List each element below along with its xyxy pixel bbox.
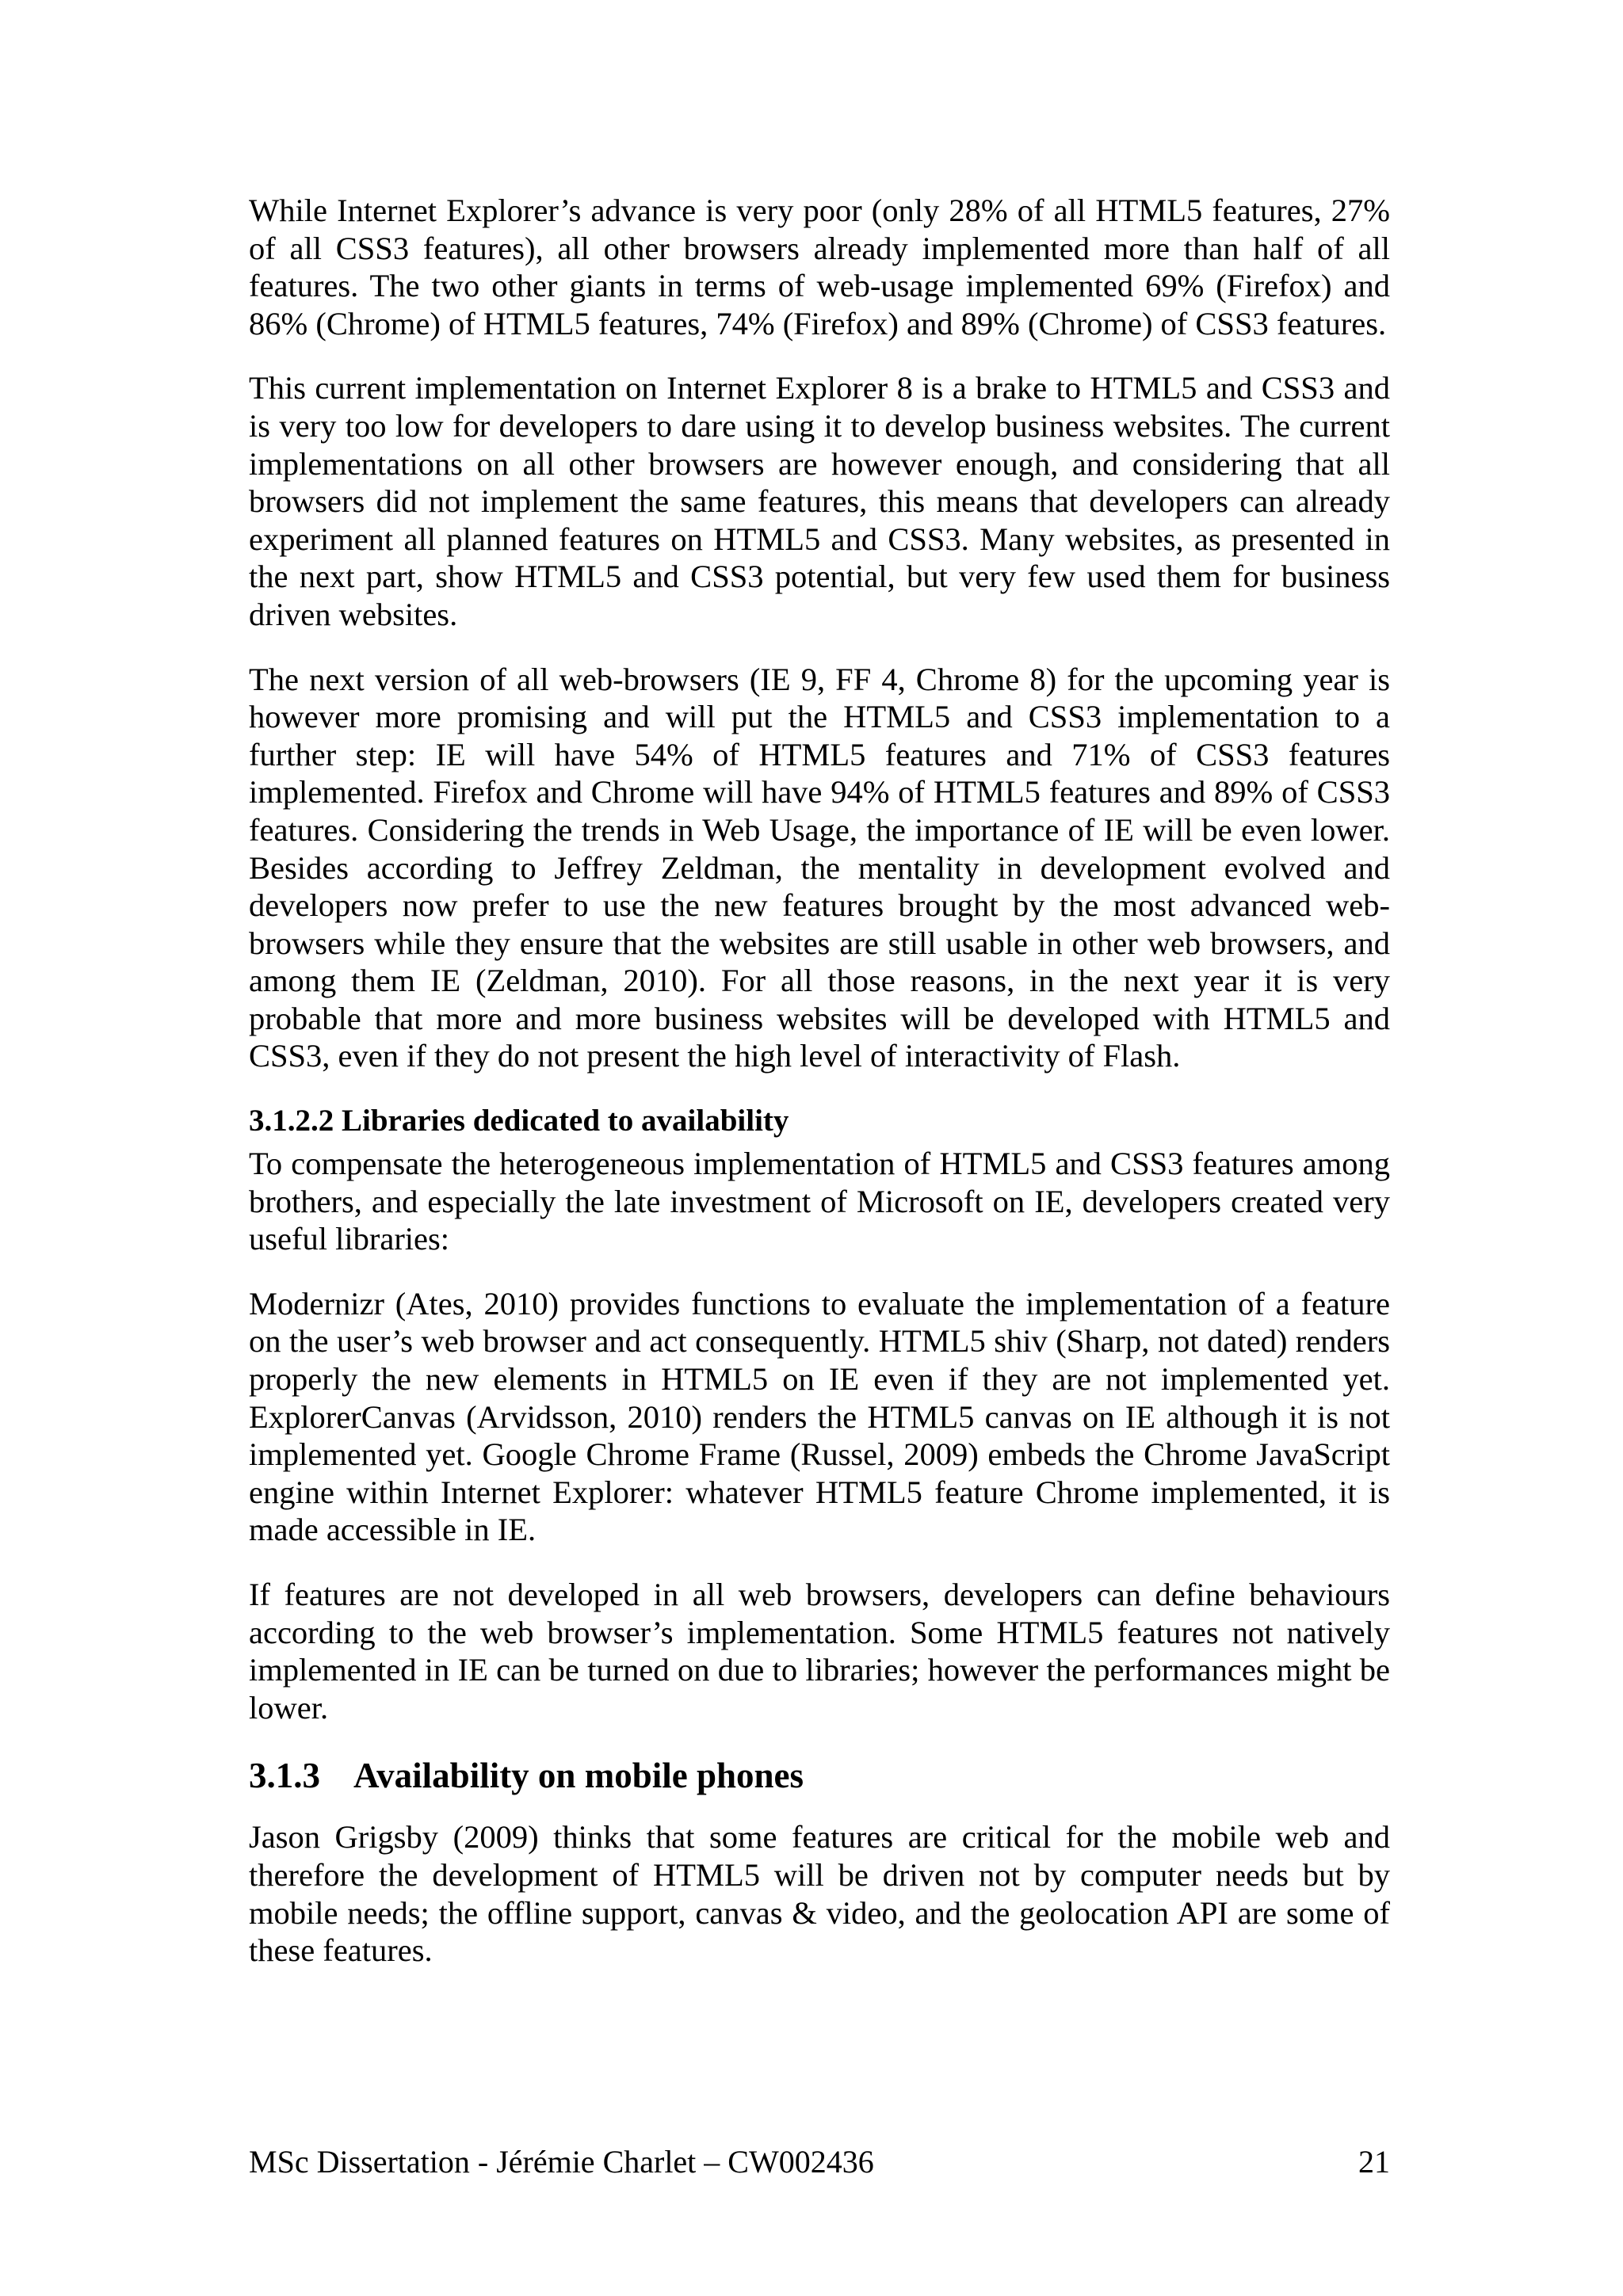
paragraph-next-version: The next version of all web-browsers (IE 9, FF 4, Chrome 8) for the upcoming year is however more promising and will put the HTML5 and CSS3 implementation to a further step: IE will have 54% of HTML5 features and 71% of CSS3 features implemented. Firefox and Chrome will have 94% of HTML5 features and 89% of CSS3 features. Considering the trends in Web Usage, the importance of IE will be even lower. Besides according to Jeffrey Zeldman, the mentality in development evolved and developers now prefer to use the new features brought by the most advanced web-browsers while they ensure that the websites are still usable in other web browsers, and among them IE (Zeldman, 2010). For all those reasons, in the next year it is very probable that more and more business websites will be developed with HTML5 and CSS3, even if they do not present the high level of interactivity of Flash. — [249, 661, 1390, 1074]
heading-3-1-3-number: 3.1.3 — [249, 1756, 320, 1796]
paragraph-libraries-list: Modernizr (Ates, 2010) provides functions to evaluate the implementation of a feature on the user’s web browser and act consequently. HTML5 shiv (Sharp, not dated) renders properly the new elements in HTML5 on IE even if they are not implemented yet. ExplorerCanvas (Arvidsson, 2010) renders the HTML5 canvas on IE although it is not implemented yet. Google Chrome Frame (Russel, 2009) embeds the Chrome JavaScript engine within Internet Explorer: whatever HTML5 feature Chrome implemented, it is made accessible in IE. — [249, 1285, 1390, 1548]
page-number: 21 — [1358, 2144, 1390, 2180]
paragraph-behaviours: If features are not developed in all web browsers, developers can define behaviours according to the web browser’s implementation. Some HTML5 features not natively implemented in IE can be turned on due to libraries; however the performances might be lower. — [249, 1577, 1390, 1726]
page-content — [249, 192, 1390, 1997]
footer-text: MSc Dissertation - Jérémie Charlet – CW002436 — [249, 2144, 874, 2180]
heading-3-1-3 — [249, 1753, 1390, 1798]
paragraph-mobile: Jason Grigsby (2009) thinks that some features are critical for the mobile web and therefore the development of HTML5 will be driven not by computer needs but by mobile needs; the offline support, canvas & video, and the geolocation API are some of these features. — [249, 1819, 1390, 1969]
heading-3-1-2-2: 3.1.2.2 Libraries dedicated to availability — [249, 1104, 789, 1138]
paragraph-browser-advance: While Internet Explorer’s advance is very poor (only 28% of all HTML5 features, 27% of all CSS3 features), all other browsers already implemented more than half of all features. The two other giants in terms of web-usage implemented 69% (Firefox) and 86% (Chrome) of HTML5 features, 74% (Firefox) and 89% (Chrome) of CSS3 features. — [249, 193, 1390, 341]
paragraph-compensate: To compensate the heterogeneous implementation of HTML5 and CSS3 features among brothers, and especially the late investment of Microsoft on IE, developers created very useful libraries: — [249, 1146, 1390, 1257]
paragraph-ie8-implementation: This current implementation on Internet Explorer 8 is a brake to HTML5 and CSS3 and is very too low for developers to dare using it to develop business websites. The current implementations on all other browsers are however enough, and considering that all browsers did not implement the same features, this means that developers can already experiment all planned features on HTML5 and CSS3. Many websites, as presented in the next part, show HTML5 and CSS3 potential, but very few used them for business driven websites. — [249, 370, 1390, 632]
page-footer — [249, 2143, 1390, 2181]
heading-3-1-3-title: Availability on mobile phones — [353, 1756, 804, 1796]
